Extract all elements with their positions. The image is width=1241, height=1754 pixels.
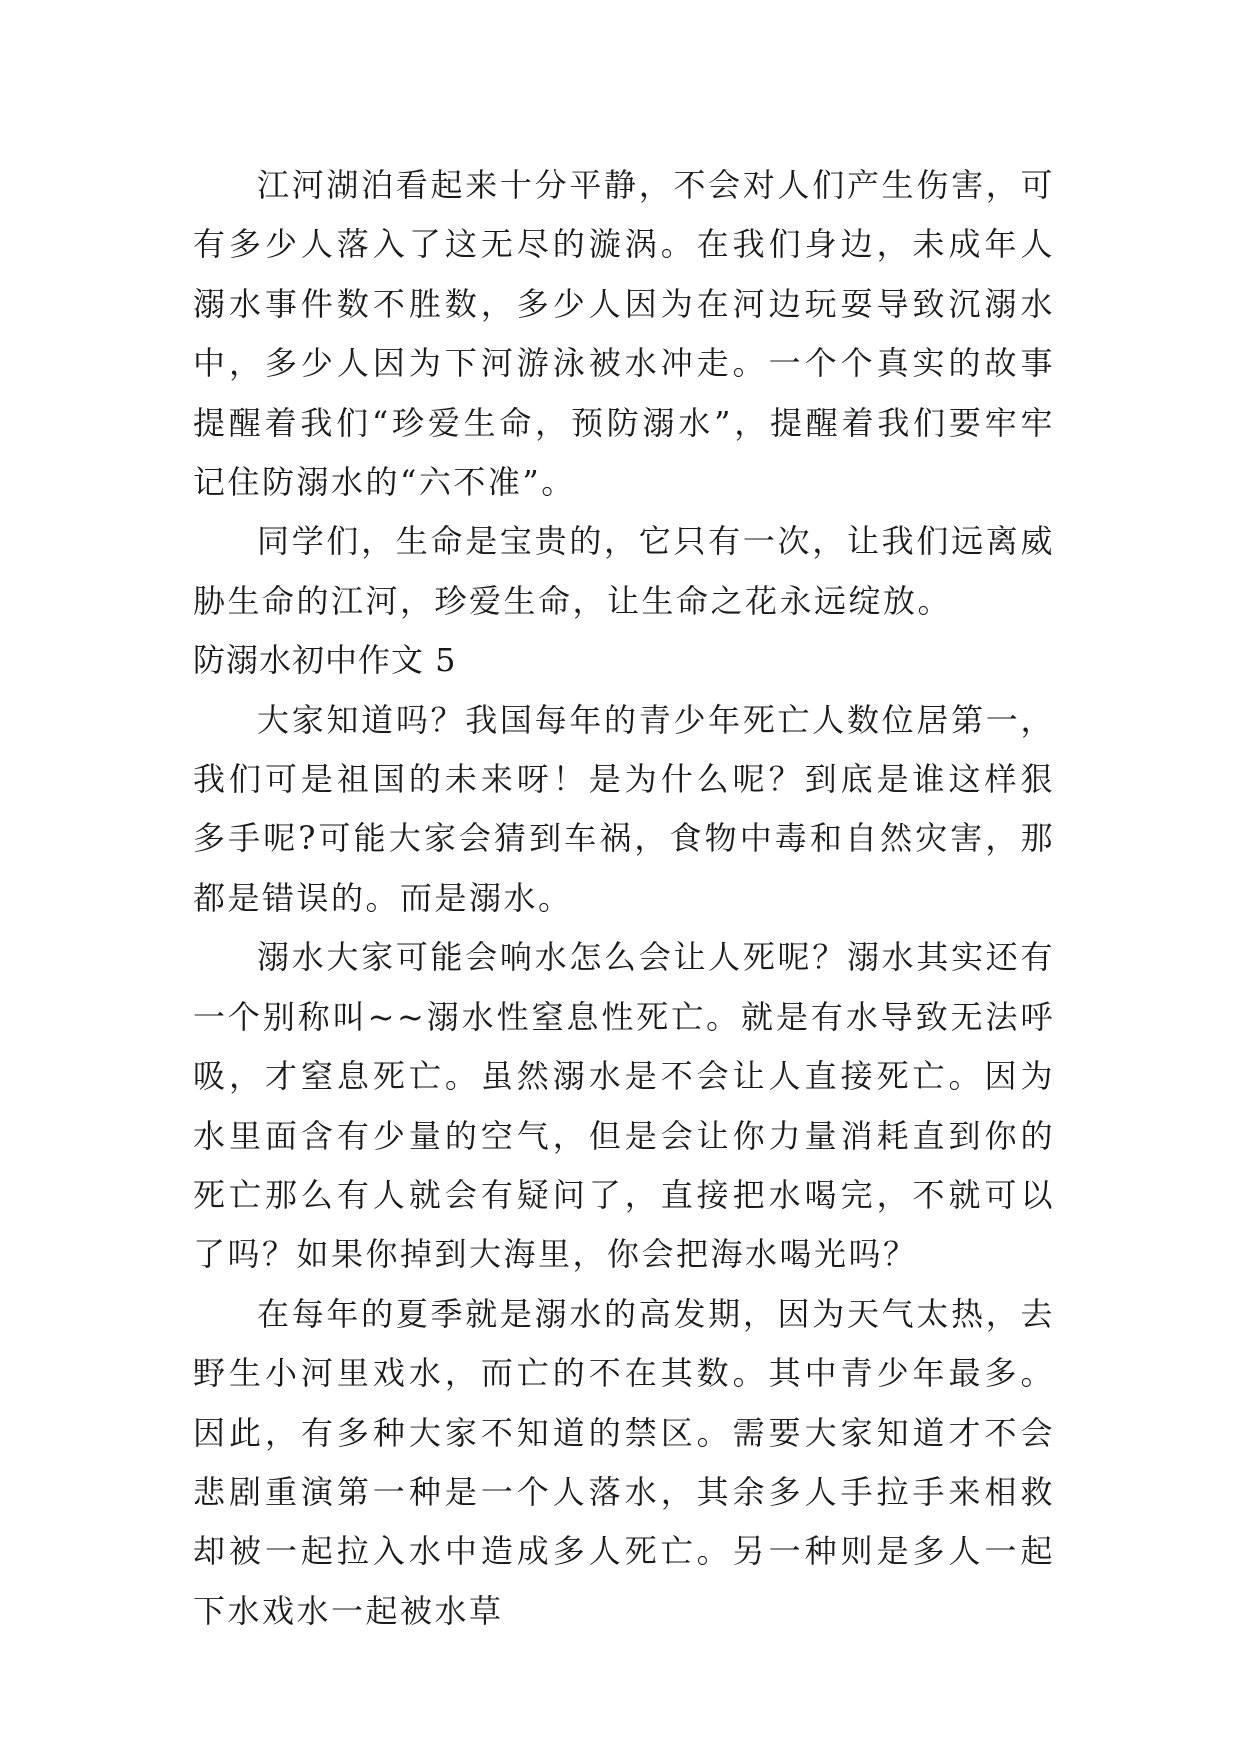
paragraph-summer-danger: 在每年的夏季就是溺水的高发期，因为天气太热，去野生小河里戏水，而亡的不在其数。其中青少年最多。因此，有多种大家不知道的禁区。需要大家知道才不会悲剧重演第一种是一个人落水，其余多人手拉手来相救却被一起拉入水中造成多人死亡。另一种则是多人一起下水戏水一起被水草 (193, 1294, 1055, 1630)
section-heading: 防溺水初中作文 5 (193, 641, 457, 680)
paragraph-drowning-suffocation: 溺水大家可能会响水怎么会让人死呢？溺水其实还有一个别称叫~~溺水性窒息性死亡。就是有水导致无法呼吸，才窒息死亡。虽然溺水是不会让人直接死亡。因为水里面含有少量的空气，但是会让你力量消耗直到你的死亡那么有人就会有疑问了，直接把水喝完，不就可以了吗？如果你掉到大海里，你会把海水喝光吗？ (193, 938, 1055, 1274)
paragraph-drowning-dangers: 江河湖泊看起来十分平静，不会对人们产生伤害，可有多少人落入了这无尽的漩涡。在我们身边，未成年人溺水事件数不胜数，多少人因为在河边玩耍导致沉溺水中，多少人因为下河游泳被水冲走。一个个真实的故事提醒着我们“珍爱生命，预防溺水”，提醒着我们要牢牢记住防溺水的“六不准”。 (193, 166, 1055, 502)
document-body (193, 156, 1055, 1641)
paragraph-youth-deaths: 大家知道吗？我国每年的青少年死亡人数位居第一，我们可是祖国的未来呀！是为什么呢？到底是谁这样狠多手呢?可能大家会猜到车祸，食物中毒和自然灾害，那都是错误的。而是溺水。 (193, 700, 1055, 917)
paragraph-cherish-life: 同学们，生命是宝贵的，它只有一次，让我们远离威胁生命的江河，珍爱生命，让生命之花永远绽放。 (193, 522, 1055, 620)
